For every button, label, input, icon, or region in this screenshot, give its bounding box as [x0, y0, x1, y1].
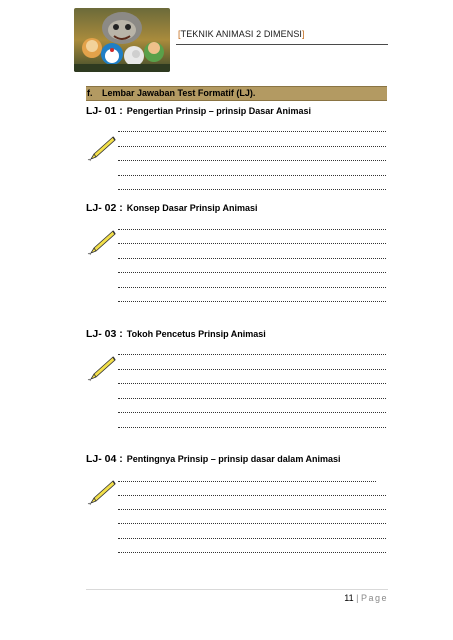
- section-title: Lembar Jawaban Test Formatif (LJ).: [102, 88, 256, 98]
- answer-line[interactable]: [118, 146, 386, 147]
- question-code: LJ- 03 :: [86, 328, 123, 340]
- section-number: f.: [87, 88, 93, 98]
- answer-line[interactable]: [118, 189, 386, 190]
- answer-line[interactable]: [118, 523, 386, 524]
- question-code: LJ- 01 :: [86, 105, 123, 117]
- answer-line[interactable]: [118, 354, 386, 355]
- page-number: 11: [344, 593, 354, 603]
- question-heading-4: [86, 449, 341, 467]
- header-cover-image: [74, 8, 170, 72]
- answer-line[interactable]: [118, 243, 386, 244]
- answer-line[interactable]: [118, 258, 386, 259]
- section-banner: [86, 86, 387, 101]
- pencil-icon: [86, 352, 116, 382]
- footer-separator: |: [356, 593, 359, 603]
- question-heading-3: [86, 324, 266, 342]
- pencil-icon: [86, 476, 116, 506]
- answer-line[interactable]: [118, 229, 386, 230]
- answer-line[interactable]: [118, 552, 386, 553]
- answer-line[interactable]: [118, 175, 386, 176]
- answer-line[interactable]: [118, 427, 386, 428]
- answer-line[interactable]: [118, 272, 386, 273]
- header-bracket-open: [: [178, 29, 181, 39]
- header-title: [178, 29, 305, 39]
- header-bracket-close: ]: [302, 29, 305, 39]
- answer-line[interactable]: [118, 509, 386, 510]
- answer-line[interactable]: [118, 369, 386, 370]
- question-title: Tokoh Pencetus Prinsip Animasi: [126, 329, 266, 339]
- answer-line[interactable]: [118, 398, 386, 399]
- answer-line[interactable]: [118, 481, 376, 482]
- question-code: LJ- 04 :: [86, 453, 123, 465]
- footer-divider: [86, 589, 388, 590]
- question-heading-1: [86, 101, 311, 119]
- answer-line[interactable]: [118, 383, 386, 384]
- answer-line[interactable]: [118, 131, 386, 132]
- question-heading-2: [86, 198, 257, 216]
- header-divider: [176, 44, 388, 45]
- page-label: Page: [360, 593, 388, 603]
- answer-line[interactable]: [118, 160, 386, 161]
- question-code: LJ- 02 :: [86, 202, 123, 214]
- pencil-icon: [86, 226, 116, 256]
- question-title: Pentingnya Prinsip – prinsip dasar dalam Animasi: [126, 454, 341, 464]
- question-title: Konsep Dasar Prinsip Animasi: [126, 203, 258, 213]
- answer-line[interactable]: [118, 301, 386, 302]
- answer-line[interactable]: [118, 287, 386, 288]
- pencil-icon: [86, 132, 116, 162]
- header-title-text: TEKNIK ANIMASI 2 DIMENSI: [180, 29, 303, 39]
- answer-line[interactable]: [118, 412, 386, 413]
- answer-line[interactable]: [118, 538, 386, 539]
- page-footer: [344, 593, 388, 603]
- question-title: Pengertian Prinsip – prinsip Dasar Animasi: [126, 106, 311, 116]
- answer-line[interactable]: [118, 495, 386, 496]
